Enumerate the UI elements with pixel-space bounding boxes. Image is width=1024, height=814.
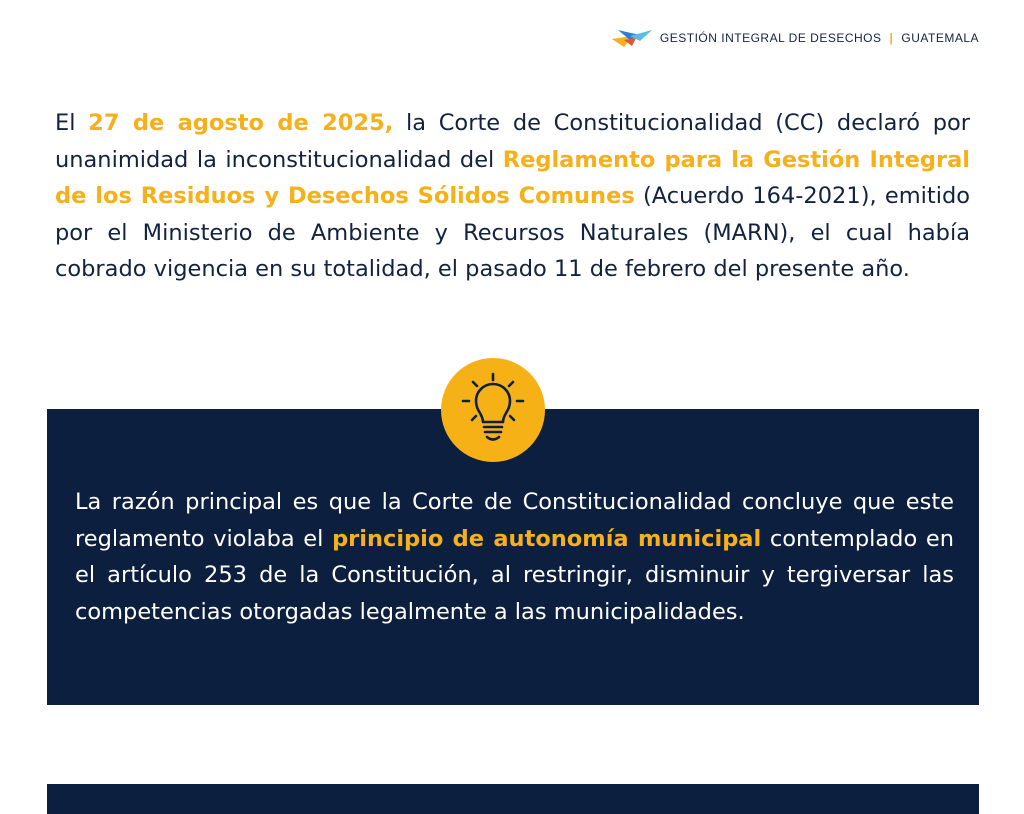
page-header — [610, 26, 979, 50]
bird-logo-icon — [610, 26, 654, 50]
reason-text-2: contemplado en el artículo 253 de la Constitución, al restringir, disminuir y tergiversar las competencias otorgadas legalmente a las municipalidades. — [75, 525, 954, 625]
intro-paragraph — [55, 105, 970, 288]
intro-text-3: (Acuerdo 164-2021), emitido por el Ministerio de Ambiente y Recursos Naturales (MARN), el cual había cobrado vigencia en su totalidad, el pasado 11 de febrero del presente año. — [55, 183, 970, 282]
country-name: GUATEMALA — [901, 31, 979, 45]
next-panel — [47, 784, 979, 814]
intro-text-2: la Corte de Constitucionalidad (CC) declaró por unanimidad la inconstitucionalidad del — [55, 110, 970, 173]
intro-text-1: El — [55, 110, 89, 136]
principle-name: principio de autonomía municipal — [332, 525, 762, 552]
reason-paragraph — [75, 484, 954, 630]
regulation-name: Reglamento para la Gestión Integral de los Residuos y Desechos Sólidos Comunes — [55, 146, 970, 209]
lightbulb-icon — [441, 358, 545, 462]
reason-text-1: La razón principal es que la Corte de Constitucionalidad concluye que este reglamento violaba el — [75, 489, 954, 552]
header-separator: | — [889, 31, 894, 45]
lightbulb-badge — [441, 358, 545, 462]
brand-name: GESTIÓN INTEGRAL DE DESECHOS — [659, 31, 882, 45]
ruling-date: 27 de agosto de 2025, — [88, 110, 394, 136]
